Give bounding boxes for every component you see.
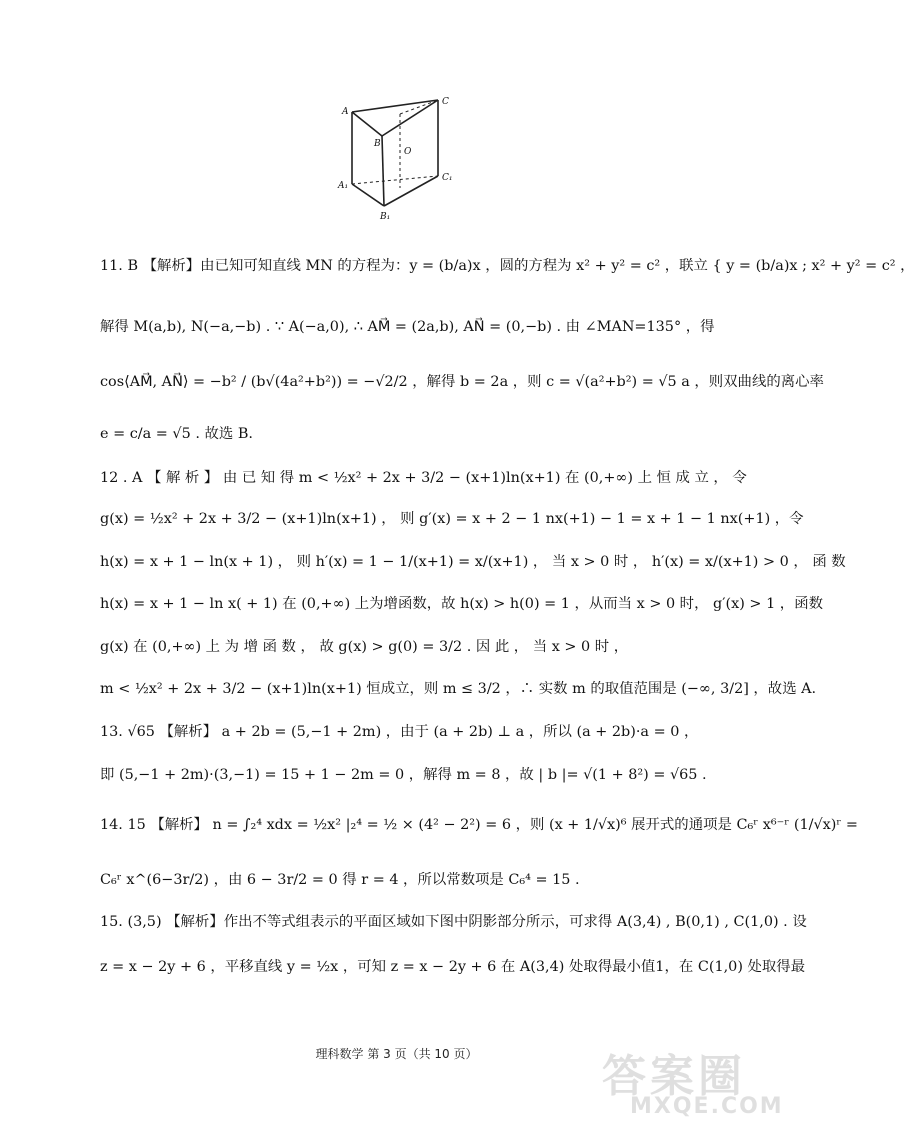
label-B: B [374,139,381,149]
text-line: h(x) = x + 1 − ln x( + 1) 在 (0,+∞) 上为增函数，故 h(x) > h(0) = 1 ，从而当 x > 0 时， g′(x) > 1 ，函数 [100,596,823,612]
text-line: z = x − 2y + 6 ，平移直线 y = ½x ，可知 z = x − 2y + 6 在 A(3,4) 处取得最小值1，在 C(1,0) 处取得最 [100,959,806,975]
page-footer: 理科数学 第 3 页（共 10 页） [315,1047,478,1061]
text-line: 11. B 【解析】由已知可知直线 MN 的方程为：y = (b/a)x ，圆的方程为 x² + y² = c² ，联立 { y = (b/a)x ; x² + y² = c² ， [100,258,915,274]
label-A: A [342,107,349,117]
watermark-text: 答案圈 [602,1051,746,1102]
edge-AC [352,100,438,112]
text-line: h(x) = x + 1 − ln(x + 1) ， 则 h′(x) = 1 − 1/(x+1) = x/(x+1) ， 当 x > 0 时 ， h′(x) = x/(x+1) > 0 ， 函 数 [100,554,846,570]
label-B1: B₁ [380,212,391,222]
label-C: C [442,97,449,107]
text-line: 12 . A 【 解 析 】 由 已 知 得 m < ½x² + 2x + 3/2 − (x+1)ln(x+1) 在 (0,+∞) 上 恒 成 立 ， 令 [100,470,747,486]
edge-BB1 [382,136,384,206]
watermark-url: MXQE.COM [630,1094,784,1119]
watermark-logo [586,1038,786,1118]
text-line: 14. 15 【解析】 n = ∫₂⁴ xdx = ½x² |₂⁴ = ½ × (4² − 2²) = 6 ，则 (x + 1/√x)⁶ 展开式的通项是 C₆ʳ x⁶⁻ʳ (1/√x)ʳ = [100,817,858,833]
prism-figure [330,88,470,223]
edge-AB [352,112,382,136]
label-C1: C₁ [442,173,453,183]
text-line: 13. √65 【解析】 a + 2b = (5,−1 + 2m) ，由于 (a + 2b) ⊥ a ，所以 (a + 2b)·a = 0 ， [100,724,699,740]
edge-B1C1 [384,176,438,206]
text-line: C₆ʳ x^(6−3r/2) ，由 6 − 3r/2 = 0 得 r = 4 ，所以常数项是 C₆⁴ = 15 . [100,872,580,888]
edge-A1B1 [352,184,384,206]
text-line: m < ½x² + 2x + 3/2 − (x+1)ln(x+1) 恒成立，则 m ≤ 3/2 ，∴ 实数 m 的取值范围是 (−∞, 3/2] ，故选 A. [100,681,817,697]
text-line: 解得 M(a,b), N(−a,−b) . ∵ A(−a,0), ∴ AM⃗ = (2a,b), AN⃗ = (0,−b) . 由 ∠MAN=135° ，得 [100,319,715,335]
text-line: cos⟨AM⃗, AN⃗⟩ = −b² / (b√(4a²+b²)) = −√2/2 ，解得 b = 2a ，则 c = √(a²+b²) = √5 a ，则双曲线的离心率 [100,374,824,390]
text-line: g(x) = ½x² + 2x + 3/2 − (x+1)ln(x+1) ， 则 g′(x) = x + 2 − 1 nx(+1) − 1 = x + 1 − 1 nx(+1) ，令 [100,511,804,527]
text-line: e = c/a = √5 . 故选 B. [100,426,253,442]
edge-BC [382,100,438,136]
label-A1: A₁ [338,181,349,191]
label-O: O [404,147,412,157]
text-line: 即 (5,−1 + 2m)·(3,−1) = 15 + 1 − 2m = 0 ，解得 m = 8 ，故 | b |= √(1 + 8²) = √65 . [100,767,707,783]
text-line: g(x) 在 (0,+∞) 上 为 增 函 数 ， 故 g(x) > g(0) = 3/2 . 因 此 ， 当 x > 0 时 ， [100,639,629,655]
text-line: 15. (3,5) 【解析】作出不等式组表示的平面区域如下图中阴影部分所示，可求得 A(3,4) , B(0,1) , C(1,0) . 设 [100,914,807,930]
